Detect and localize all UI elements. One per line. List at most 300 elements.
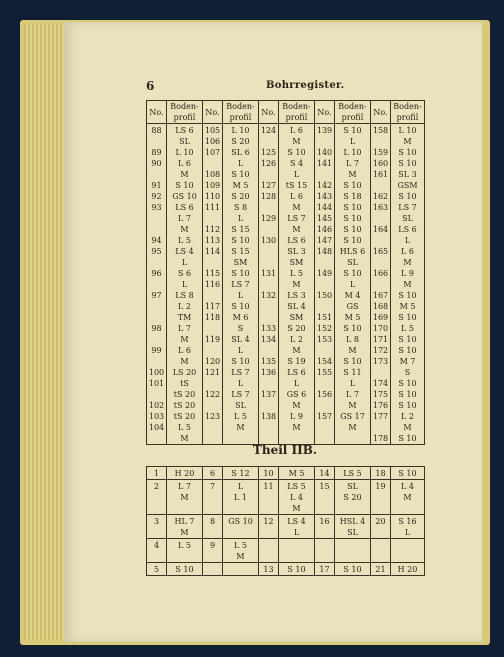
- entry-profile: L 9: [290, 412, 303, 421]
- entry-number: 151: [316, 313, 333, 322]
- entry-number: 12: [259, 515, 279, 539]
- entry-number: 102: [148, 401, 165, 410]
- entry-number: 5: [147, 563, 167, 576]
- entry-profile: L: [349, 137, 356, 146]
- entry-profile: M 4: [344, 291, 361, 300]
- entry-profile: LS 6: [287, 236, 306, 245]
- entry-profile: S 10: [391, 467, 425, 480]
- header-no: No.: [371, 101, 391, 124]
- entry-profile: S 10: [231, 170, 250, 179]
- entry-number: [259, 312, 278, 323]
- entry-profile: L: [237, 379, 244, 388]
- entry-profile: SL S 20: [335, 480, 371, 515]
- entry-number: [315, 257, 334, 268]
- entry-number: 168: [372, 302, 389, 311]
- entry-number: 178: [372, 434, 389, 443]
- entry-profile: M: [348, 423, 357, 432]
- entry-number: 166: [372, 269, 389, 278]
- table-row: [147, 563, 425, 576]
- entry-number: 158: [372, 126, 389, 135]
- entry-profile: LS 4: [175, 247, 194, 256]
- entry-profile: S 10: [398, 379, 417, 388]
- entry-number: 164: [372, 225, 389, 234]
- entry-number: 132: [260, 291, 277, 300]
- entry-number: 159: [372, 148, 389, 157]
- entry-number: 133: [260, 324, 277, 333]
- entry-profile: LS 6: [175, 126, 194, 135]
- col4-profiles: [335, 124, 371, 445]
- entry-profile: M 5: [232, 181, 249, 190]
- header-bodenprofil: Boden- profil: [391, 101, 425, 124]
- col2-numbers: [203, 124, 223, 445]
- entry-number: 105: [204, 126, 221, 135]
- entry-number: 125: [260, 148, 277, 157]
- entry-profile: tS 20: [173, 412, 196, 421]
- entry-profile: M: [292, 137, 301, 146]
- entry-number: 127: [260, 181, 277, 190]
- entry-profile: S 18: [343, 192, 362, 201]
- entry-number: [259, 345, 278, 356]
- entry-number: 154: [316, 357, 333, 366]
- entry-profile: [223, 563, 259, 576]
- entry-number: [371, 180, 390, 191]
- entry-number: 130: [260, 236, 277, 245]
- entry-number: 157: [316, 412, 333, 421]
- entry-number: 101: [148, 379, 165, 388]
- entry-profile: S 4: [289, 159, 304, 168]
- entry-number: [147, 279, 166, 290]
- entry-profile: H 20: [391, 563, 425, 576]
- entry-profile: L 10: [398, 126, 417, 135]
- entry-profile: S 12: [223, 467, 259, 480]
- entry-profile: S 10: [343, 236, 362, 245]
- entry-number: 137: [260, 390, 277, 399]
- entry-number: 128: [260, 192, 277, 201]
- entry-profile: S 10: [167, 563, 203, 576]
- entry-profile: S 10: [343, 324, 362, 333]
- entry-number: [259, 301, 278, 312]
- entry-number: [203, 323, 222, 334]
- entry-profile: SM: [289, 313, 304, 322]
- entry-number: 7: [203, 480, 223, 515]
- entry-number: 117: [204, 302, 221, 311]
- entry-number: [259, 539, 279, 563]
- entry-profile: tS 15: [285, 181, 308, 190]
- entry-profile: L: [349, 379, 356, 388]
- entry-profile: M: [236, 423, 245, 432]
- entry-number: [259, 136, 278, 147]
- entry-profile: HSL 4 SL: [335, 515, 371, 539]
- entry-profile: L 7: [178, 324, 191, 333]
- entry-profile: L 10: [231, 126, 250, 135]
- entry-number: [371, 235, 390, 246]
- section-heading: Theil IIB.: [252, 443, 318, 457]
- entry-number: 150: [316, 291, 333, 300]
- entry-number: [315, 169, 334, 180]
- entry-number: [259, 378, 278, 389]
- entry-number: 121: [204, 368, 221, 377]
- entry-profile: HLS 6: [339, 247, 366, 256]
- entry-number: 21: [371, 563, 391, 576]
- entry-number: [259, 257, 278, 268]
- entry-number: 14: [315, 467, 335, 480]
- entry-profile: L 5: [401, 324, 414, 333]
- entry-number: [147, 301, 166, 312]
- entry-number: 145: [316, 214, 333, 223]
- entry-profile: M: [180, 335, 189, 344]
- entry-number: 10: [259, 467, 279, 480]
- entry-number: 136: [260, 368, 277, 377]
- entry-number: [315, 378, 334, 389]
- entry-number: 9: [203, 539, 223, 563]
- entry-number: 108: [204, 170, 221, 179]
- entry-number: 120: [204, 357, 221, 366]
- entry-number: 11: [259, 480, 279, 515]
- col3-profiles: [279, 124, 315, 445]
- entry-number: 140: [316, 148, 333, 157]
- entry-number: 139: [316, 126, 333, 135]
- entry-number: 110: [204, 192, 221, 201]
- entry-number: [315, 400, 334, 411]
- entry-number: 124: [260, 126, 277, 135]
- entry-profile: L 10: [343, 148, 362, 157]
- entry-number: 162: [372, 192, 389, 201]
- entry-profile: S: [237, 324, 244, 333]
- entry-profile: S 10: [398, 291, 417, 300]
- entry-profile: SL: [347, 258, 358, 267]
- entry-profile: S 11: [343, 368, 362, 377]
- entry-profile: L 6: [178, 346, 191, 355]
- entry-number: [259, 400, 278, 411]
- entry-number: [315, 136, 334, 147]
- entry-number: [147, 257, 166, 268]
- entry-number: [203, 290, 222, 301]
- entry-profile: M 5: [399, 302, 416, 311]
- entry-number: 147: [316, 236, 333, 245]
- entry-number: 146: [316, 225, 333, 234]
- entry-profile: L: [293, 379, 300, 388]
- entry-number: [203, 563, 223, 576]
- entry-number: 111: [204, 203, 221, 212]
- entry-number: 99: [151, 346, 162, 355]
- entry-number: 6: [203, 467, 223, 480]
- header-no: No.: [315, 101, 335, 124]
- entry-profile: [391, 539, 425, 563]
- entry-profile: L 2: [178, 302, 191, 311]
- entry-number: 116: [204, 280, 221, 289]
- entry-profile: S 6: [177, 269, 192, 278]
- entry-number: 13: [259, 563, 279, 576]
- entry-profile: M 5: [279, 467, 315, 480]
- entry-number: 172: [372, 346, 389, 355]
- entry-profile: SL: [402, 214, 413, 223]
- entry-number: 17: [315, 563, 335, 576]
- entry-profile: SL: [235, 401, 246, 410]
- entry-number: 18: [371, 467, 391, 480]
- entry-profile: S 10: [398, 434, 417, 443]
- entry-number: 173: [372, 357, 389, 366]
- entry-number: 169: [372, 313, 389, 322]
- header-bodenprofil: Boden- profil: [167, 101, 203, 124]
- entry-number: 115: [204, 269, 221, 278]
- entry-profile: S 10: [343, 269, 362, 278]
- register-table: [146, 100, 425, 445]
- col3-numbers: [259, 124, 279, 445]
- entry-number: [315, 345, 334, 356]
- entry-number: [147, 389, 166, 400]
- entry-profile: S 10: [343, 225, 362, 234]
- entry-number: 163: [372, 203, 389, 212]
- entry-profile: L: [404, 236, 411, 245]
- entry-number: 155: [316, 368, 333, 377]
- entry-profile: L 6: [401, 247, 414, 256]
- entry-number: 104: [148, 423, 165, 432]
- header-bodenprofil: Boden- profil: [335, 101, 371, 124]
- entry-number: [371, 279, 390, 290]
- entry-profile: L: [237, 159, 244, 168]
- entry-profile: L 6: [290, 192, 303, 201]
- entry-profile: LS 7: [398, 203, 417, 212]
- header-no: No.: [203, 101, 223, 124]
- entry-number: 129: [260, 214, 277, 223]
- entry-number: 89: [151, 148, 162, 157]
- entry-profile: S 10: [175, 181, 194, 190]
- entry-profile: GS 17: [340, 412, 365, 421]
- entry-profile: L: [349, 280, 356, 289]
- entry-profile: LS 6: [287, 368, 306, 377]
- entry-profile: LS 7: [287, 214, 306, 223]
- entry-profile: L 7: [178, 214, 191, 223]
- entry-number: [147, 312, 166, 323]
- entry-number: 171: [372, 335, 389, 344]
- entry-number: 138: [260, 412, 277, 421]
- entry-profile: L L 1: [223, 480, 259, 515]
- entry-profile: GS: [346, 302, 359, 311]
- entry-profile: H 20: [167, 467, 203, 480]
- entry-profile: M: [348, 346, 357, 355]
- entry-profile: S 10: [398, 401, 417, 410]
- entry-number: 91: [151, 181, 162, 190]
- entry-profile: M: [180, 170, 189, 179]
- table-row: [147, 539, 425, 563]
- entry-profile: S 15: [231, 247, 250, 256]
- entry-profile: S 10: [398, 335, 417, 344]
- entry-profile: M: [180, 357, 189, 366]
- entry-profile: L 4 M: [391, 480, 425, 515]
- entry-profile: S 10: [398, 313, 417, 322]
- entry-number: [259, 202, 278, 213]
- entry-profile: S 10: [335, 563, 371, 576]
- entry-number: [315, 422, 334, 433]
- entry-profile: L: [181, 280, 188, 289]
- entry-profile: S 10: [343, 126, 362, 135]
- entry-profile: L 2: [290, 335, 303, 344]
- entry-number: 15: [315, 480, 335, 515]
- entry-profile: S 10: [287, 148, 306, 157]
- entry-profile: LS 3: [287, 291, 306, 300]
- entry-profile: GSM: [397, 181, 418, 190]
- entry-profile: S 10: [279, 563, 315, 576]
- entry-number: 103: [148, 412, 165, 421]
- entry-number: 96: [151, 269, 162, 278]
- entry-number: [315, 279, 334, 290]
- entry-profile: TM: [177, 313, 192, 322]
- col4-numbers: [315, 124, 335, 445]
- entry-number: 3: [147, 515, 167, 539]
- entry-profile: M: [403, 423, 412, 432]
- entry-number: 126: [260, 159, 277, 168]
- entry-profile: S 10: [398, 148, 417, 157]
- entry-number: 92: [151, 192, 162, 201]
- entry-profile: LS 6: [398, 225, 417, 234]
- entry-number: 106: [204, 137, 221, 146]
- entry-profile: S 8: [233, 203, 248, 212]
- entry-profile: S 10: [231, 269, 250, 278]
- entry-profile: S: [404, 368, 411, 377]
- entry-profile: SL 4: [287, 302, 306, 311]
- entry-number: [259, 224, 278, 235]
- entry-profile: LS 7: [231, 368, 250, 377]
- entry-number: 97: [151, 291, 162, 300]
- entry-profile: L 5: [178, 236, 191, 245]
- entry-profile: S 10: [343, 203, 362, 212]
- entry-profile: M: [180, 434, 189, 443]
- entry-profile: SL 4: [231, 335, 250, 344]
- entry-number: 131: [260, 269, 277, 278]
- entry-number: 174: [372, 379, 389, 388]
- page-number: 6: [146, 79, 155, 93]
- entry-profile: LS 5 L 4 M: [279, 480, 315, 515]
- entry-number: 142: [316, 181, 333, 190]
- entry-number: 113: [204, 236, 221, 245]
- entry-number: [147, 213, 166, 224]
- header-no: No.: [147, 101, 167, 124]
- table-row: [147, 515, 425, 539]
- entry-number: 119: [204, 335, 221, 344]
- entry-profile: L 5: [178, 423, 191, 432]
- entry-profile: L 2: [401, 412, 414, 421]
- entry-number: 20: [371, 515, 391, 539]
- entry-profile: L: [237, 291, 244, 300]
- entry-number: 94: [151, 236, 162, 245]
- entry-number: [259, 169, 278, 180]
- entry-number: 90: [151, 159, 162, 168]
- entry-profile: S 10: [398, 346, 417, 355]
- entry-number: 143: [316, 192, 333, 201]
- entry-profile: LS 5: [335, 467, 371, 480]
- entry-profile: L 5: [167, 539, 203, 563]
- theil-table: [146, 466, 425, 576]
- entry-profile: L 6: [290, 126, 303, 135]
- entry-profile: LS 20: [172, 368, 197, 377]
- entry-number: [203, 257, 222, 268]
- entry-profile: L 5 M: [223, 539, 259, 563]
- entry-number: 16: [315, 515, 335, 539]
- entry-profile: M: [403, 137, 412, 146]
- header-no: No.: [259, 101, 279, 124]
- entry-number: 4: [147, 539, 167, 563]
- table-row: [147, 467, 425, 480]
- entry-profile: M: [292, 203, 301, 212]
- entry-profile: LS 7: [231, 280, 250, 289]
- entry-number: 93: [151, 203, 162, 212]
- entry-number: [371, 539, 391, 563]
- entry-number: [315, 539, 335, 563]
- entry-profile: SL 6: [231, 148, 250, 157]
- entry-number: 112: [204, 225, 221, 234]
- entry-number: 165: [372, 247, 389, 256]
- col5-profiles: [391, 124, 425, 445]
- entry-profile: S 10: [231, 302, 250, 311]
- entry-profile: LS 8: [175, 291, 194, 300]
- entry-profile: M: [403, 280, 412, 289]
- col5-numbers: [371, 124, 391, 445]
- col2-profiles: [223, 124, 259, 445]
- entry-profile: S 16 L: [391, 515, 425, 539]
- entry-number: [371, 367, 390, 378]
- entry-profile: HL 7 M: [167, 515, 203, 539]
- entry-number: [147, 136, 166, 147]
- entry-profile: L 7 M: [167, 480, 203, 515]
- entry-profile: GS 10: [223, 515, 259, 539]
- entry-number: [259, 422, 278, 433]
- entry-number: 177: [372, 412, 389, 421]
- entry-number: 144: [316, 203, 333, 212]
- entry-profile: M: [292, 346, 301, 355]
- entry-profile: SL 3: [287, 247, 306, 256]
- entry-profile: M 5: [344, 313, 361, 322]
- entry-number: 98: [151, 324, 162, 333]
- entry-number: [259, 279, 278, 290]
- entry-profile: M: [292, 423, 301, 432]
- entry-profile: S 10: [231, 357, 250, 366]
- entry-profile: tS: [180, 379, 189, 388]
- entry-profile: GS 10: [172, 192, 197, 201]
- entry-number: 156: [316, 390, 333, 399]
- entry-number: [371, 257, 390, 268]
- entry-number: 153: [316, 335, 333, 344]
- header-bodenprofil: Boden- profil: [223, 101, 259, 124]
- entry-number: [203, 345, 222, 356]
- entry-number: 118: [204, 313, 221, 322]
- entry-number: [203, 213, 222, 224]
- entry-profile: tS 20: [173, 390, 196, 399]
- entry-number: [371, 136, 390, 147]
- page-edges: [24, 24, 64, 639]
- entry-number: [203, 400, 222, 411]
- entry-profile: M: [292, 225, 301, 234]
- entry-profile: L: [293, 170, 300, 179]
- entry-number: [371, 422, 390, 433]
- entry-profile: S 10: [398, 192, 417, 201]
- entry-number: [203, 158, 222, 169]
- entry-number: 2: [147, 480, 167, 515]
- entry-profile: M 7: [399, 357, 416, 366]
- entry-profile: M: [403, 258, 412, 267]
- entry-number: [147, 356, 166, 367]
- entry-profile: L 6: [178, 159, 191, 168]
- entry-number: 107: [204, 148, 221, 157]
- entry-number: [203, 378, 222, 389]
- entry-profile: M: [348, 170, 357, 179]
- entry-number: [147, 334, 166, 345]
- entry-number: 19: [371, 480, 391, 515]
- col1-profiles: [167, 124, 203, 445]
- entry-profile: M: [292, 401, 301, 410]
- entry-profile: L 5: [234, 412, 247, 421]
- entry-profile: SL 3: [398, 170, 417, 179]
- entry-profile: L 9: [401, 269, 414, 278]
